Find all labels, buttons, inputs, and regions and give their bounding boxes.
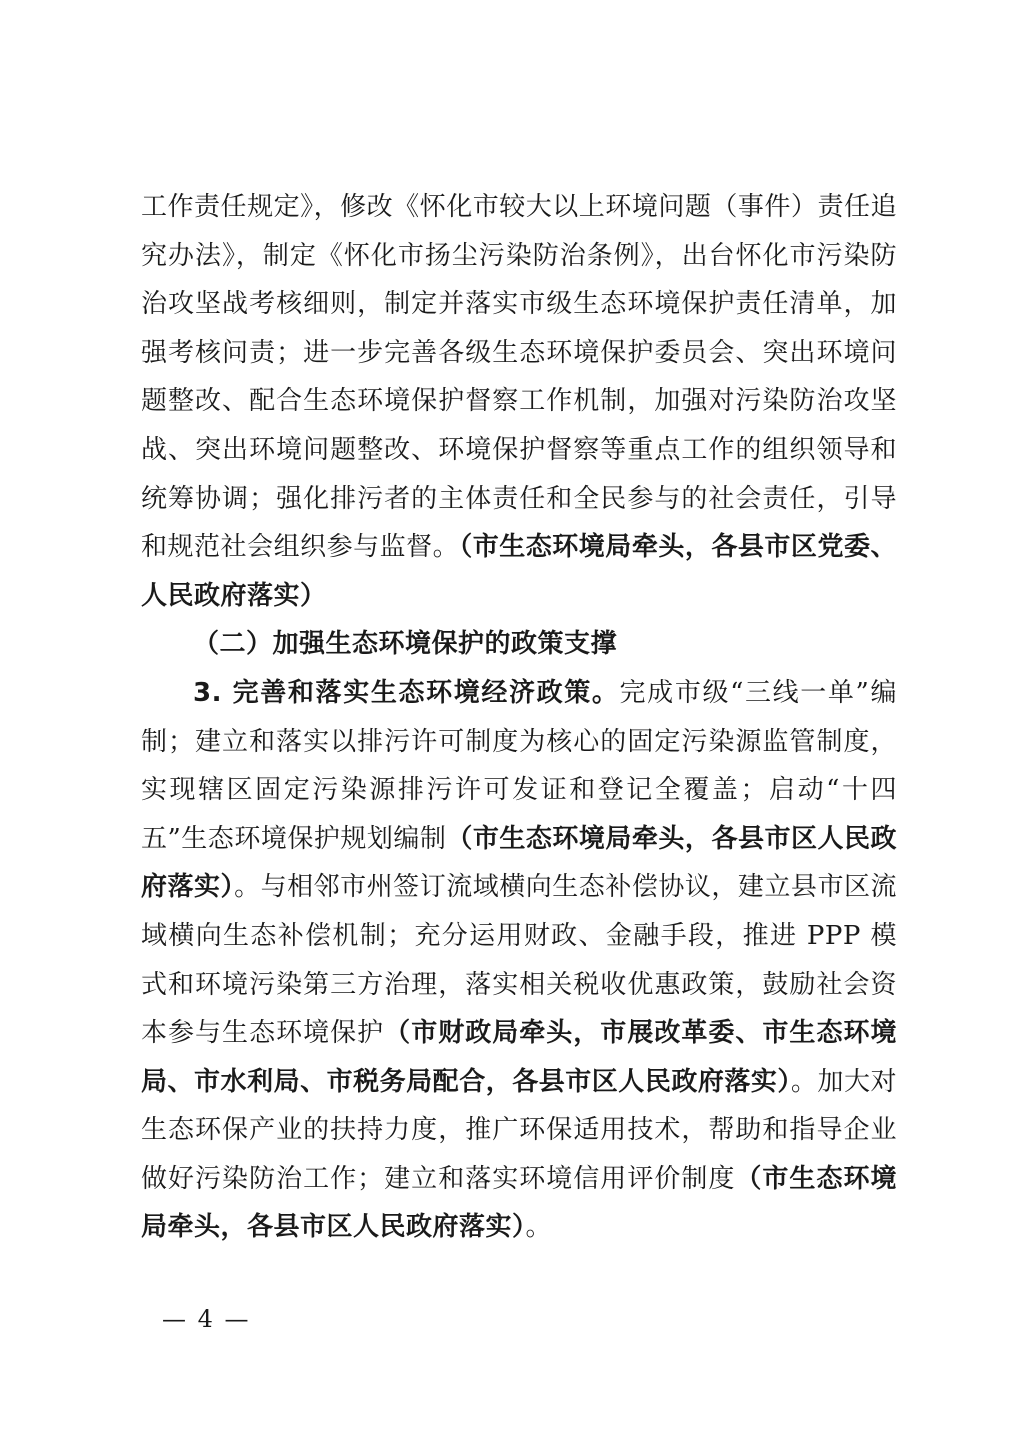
text-run: 工作责任规定》，修改《怀化市较大以上环境问题（事件）责任追究办法》，制定《怀化市扬尘污染防治条例》，出台怀化市污染防治攻坚战考核细则，制定并落实市级生态环境保护责任清单，加强考核问责；进一步完善各级生态环境保护委员会、突出环境问题整改、配合生态环境保护督察工作机制，加强对污染防治攻坚战、突出环境问题整改、环境保护督察等重点工作的组织领导和统筹协调；强化排污者的主体责任和全民参与的社会责任，引导和规范社会组织参与监督。 — [141, 192, 897, 563]
page-number: — 4 — — [162, 1305, 251, 1333]
section-heading — [141, 620, 897, 669]
responsibility-note: （市生态环境局牵头，各县市区人民政府落实） — [141, 1163, 897, 1243]
text-run: 完成市级“三线一单”编制；建立和落实以排污许可制度为核心的固定污染源监管制度，实现辖区固定污染源排污许可发证和登记全覆盖；启动“十四五”生态环境保护规划编制 — [141, 677, 897, 854]
text-run: 。加大对生态环保产业的扶持力度，推广环保适用技术，帮助和指导企业做好污染防治工作；建立和落实环境信用评价制度 — [141, 1066, 897, 1194]
text-run: 。与相邻市州签订流域横向生态补偿协议，建立县市区流域横向生态补偿机制；充分运用财政、金融手段，推进 PPP 模式和环境污染第三方治理，落实相关税收优惠政策，鼓励社会资本参与生态环境保护 — [141, 872, 897, 1049]
responsibility-note: （市财政局牵头，市展改革委、市生态环境局、市水利局、市税务局配合，各县市区人民政府落实） — [141, 1018, 897, 1097]
responsibility-note: （市生态环境局牵头，各县市区人民政府落实） — [141, 823, 897, 903]
item-title: 3. 完善和落实生态环境经济政策。 — [193, 677, 620, 708]
paragraph-economic-policy — [141, 669, 897, 1252]
responsibility-note: （市生态环境局牵头，各县市区党委、人民政府落实） — [141, 532, 897, 611]
section-heading-text: （二）加强生态环境保护的政策支撑 — [193, 629, 618, 660]
text-run: 。 — [525, 1212, 553, 1243]
paragraph-responsibility — [141, 183, 897, 620]
document-body — [141, 183, 897, 1252]
